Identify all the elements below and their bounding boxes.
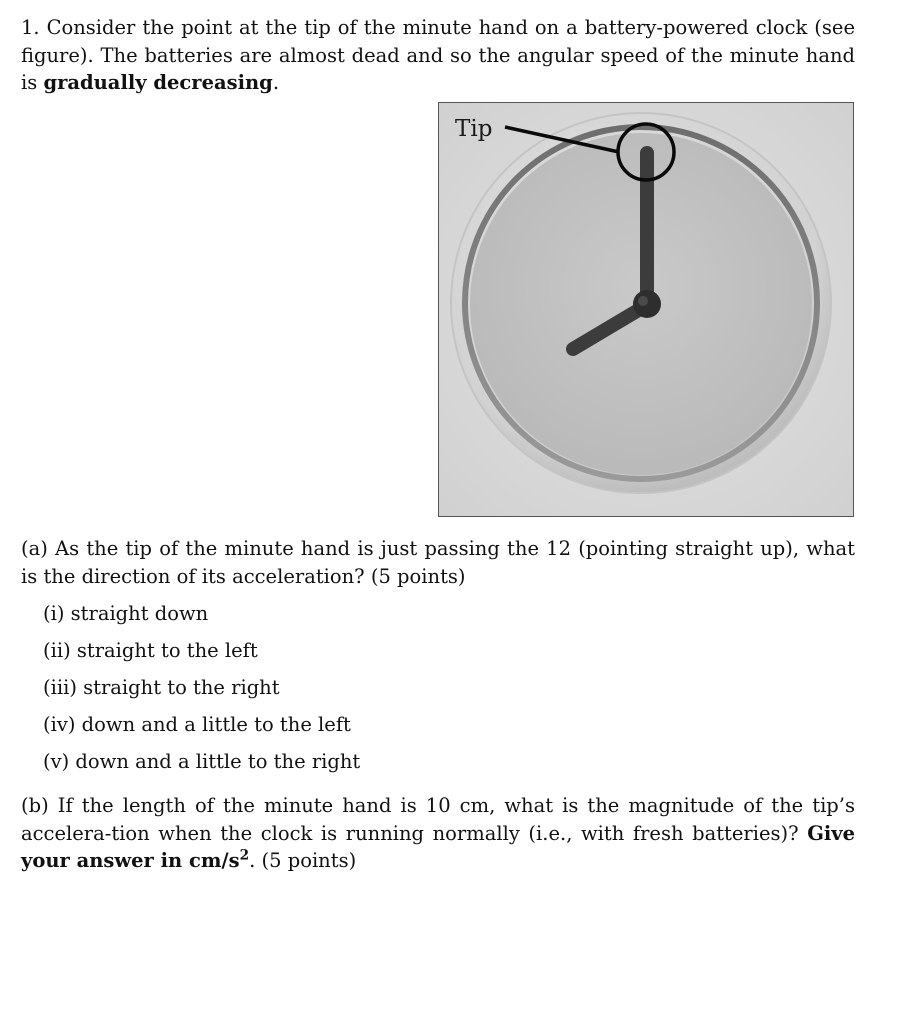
answer-options — [43, 600, 855, 775]
part-b-bold-prefix: Give your answer in cm/s — [21, 821, 856, 872]
part-b-text: (b) If the length of the minute hand is 10 cm, what is the magnitude of the tip’s accelera-tion when the clock is running normally (i.e., with fresh batteries)? — [21, 794, 855, 845]
part-a-question: (a) As the tip of the minute hand is just passing the 12 (pointing straight up), what is the direction of its acceleration? (5 points) — [21, 537, 855, 588]
question-intro — [21, 14, 855, 97]
part-b-exponent: 2 — [239, 847, 250, 864]
option-i: (i) straight down — [43, 602, 209, 625]
part-a — [21, 535, 855, 785]
part-b-bold-suffix: . — [249, 849, 256, 872]
tip-label: Tip — [455, 116, 493, 142]
question-number: 1. — [21, 16, 40, 39]
question-page — [21, 14, 856, 872]
question-intro-emphasis: gradually decreasing — [43, 71, 273, 94]
part-b-points: (5 points) — [255, 849, 357, 872]
part-b-question — [21, 792, 855, 875]
question-intro-text: Consider the point at the tip of the minute hand on a battery-powered clock (see figure). The batteries are almost dead and so the angular speed of the minute hand is — [21, 16, 856, 94]
option-v: (v) down and a little to the right — [43, 750, 361, 773]
hub-highlight — [638, 296, 648, 306]
option-iii: (iii) straight to the right — [43, 676, 280, 699]
question-intro-end: . — [272, 71, 280, 94]
clock-illustration — [439, 103, 853, 516]
option-ii: (ii) straight to the left — [43, 639, 258, 662]
part-b — [21, 792, 855, 875]
option-iv: (iv) down and a little to the left — [43, 713, 351, 736]
clock-figure — [438, 102, 854, 517]
